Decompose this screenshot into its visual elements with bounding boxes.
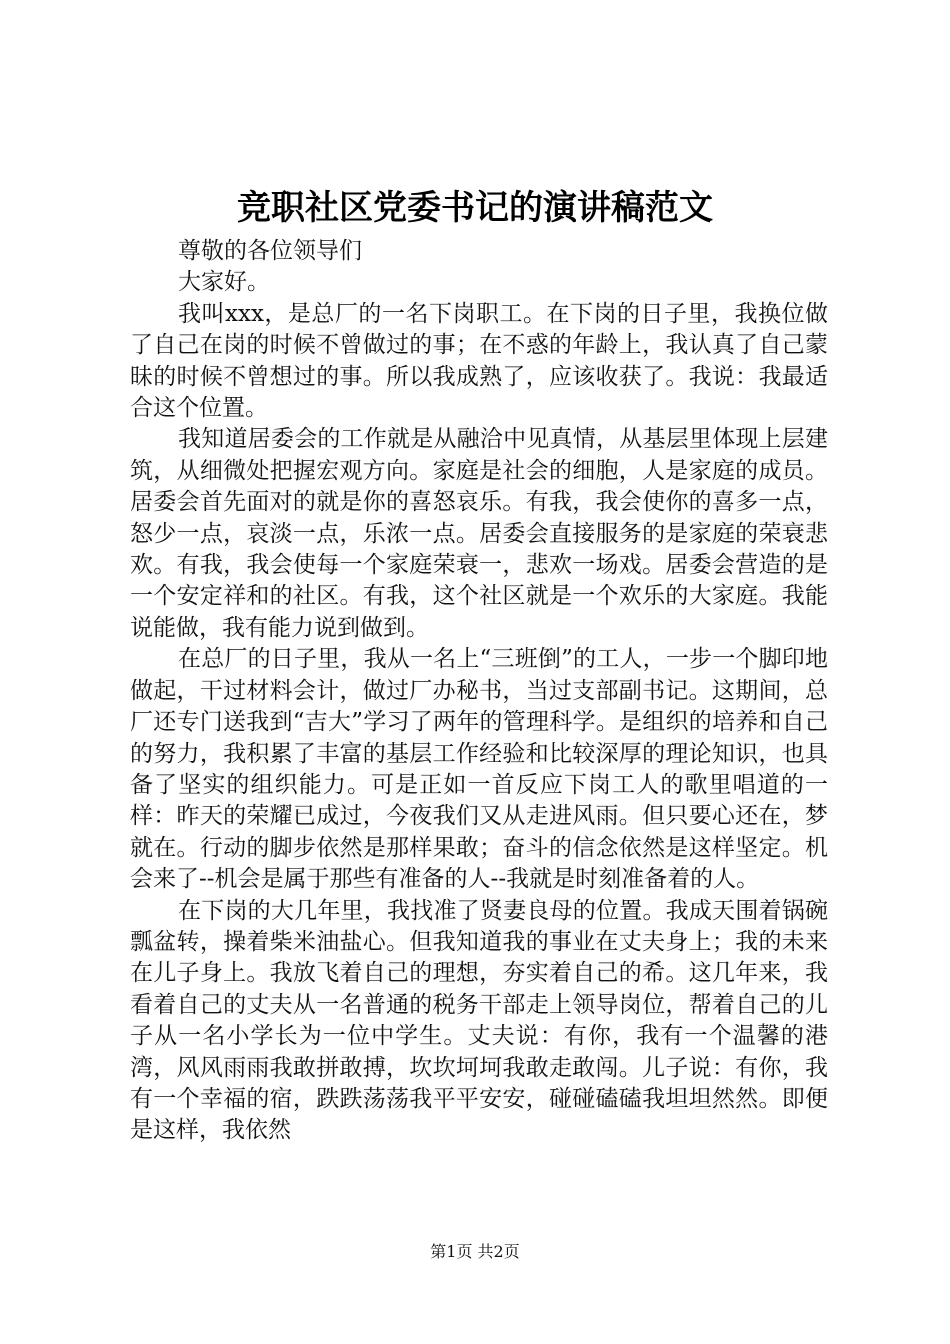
document-body: [130, 236, 828, 1147]
document-title: 竞职社区党委书记的演讲稿范文: [237, 188, 713, 228]
paragraph: 我知道居委会的工作就是从融洽中见真情，从基层里体现上层建筑，从细微处把握宏观方向。家庭是社会的细胞，人是家庭的成员。居委会首先面对的就是你的喜怒哀乐。有我，我会使你的喜多一点，怒少一点，哀淡一点，乐浓一点。居委会直接服务的是家庭的荣衰悲欢。有我，我会使每一个家庭荣衰一，悲欢一场戏。居委会营造的是一个安定祥和的社区。有我，这个社区就是一个欢乐的大家庭。我能说能做，我有能力说到做到。: [130, 426, 828, 641]
page-number: 第1页 共2页: [430, 1242, 520, 1261]
paragraph: 我叫xxx，是总厂的一名下岗职工。在下岗的日子里，我换位做了自己在岗的时候不曾做过的事；在不惑的年龄上，我认真了自己蒙昧的时候不曾想过的事。所以我成熟了，应该收获了。我说：我最适合这个位置。: [130, 300, 828, 422]
paragraph: 在总厂的日子里，我从一名上“三班倒”的工人，一步一个脚印地做起，干过材料会计，做过厂办秘书，当过支部副书记。这期间，总厂还专门送我到“吉大”学习了两年的管理科学。是组织的培养和自己的努力，我积累了丰富的基层工作经验和比较深厚的理论知识，也具备了坚实的组织能力。可是正如一首反应下岗工人的歌里唱道的一样：昨天的荣耀已成过，今夜我们又从走进风雨。但只要心还在，梦就在。行动的脚步依然是那样果敢；奋斗的信念依然是这样坚定。机会来了--机会是属于那些有准备的人--我就是时刻准备着的人。: [130, 646, 828, 893]
paragraph: 在下岗的大几年里，我找准了贤妻良母的位置。我成天围着锅碗瓢盆转，操着柴米油盐心。但我知道我的事业在丈夫身上；我的未来在儿子身上。我放飞着自己的理想，夯实着自己的希。这几年来，我看着自己的丈夫从一名普通的税务干部走上领导岗位，帮着自己的儿子从一名小学长为一位中学生。丈夫说：有你，我有一个温馨的港湾，风风雨雨我敢拼敢搏，坎坎坷坷我敢走敢闯。儿子说：有你，我有一个幸福的宿，跌跌荡荡我平平安安，碰碰磕磕我坦坦然然。即便是这样，我依然: [130, 897, 828, 1144]
salutation: 尊敬的各位领导们: [178, 238, 362, 264]
greeting: 大家好。: [178, 269, 270, 296]
